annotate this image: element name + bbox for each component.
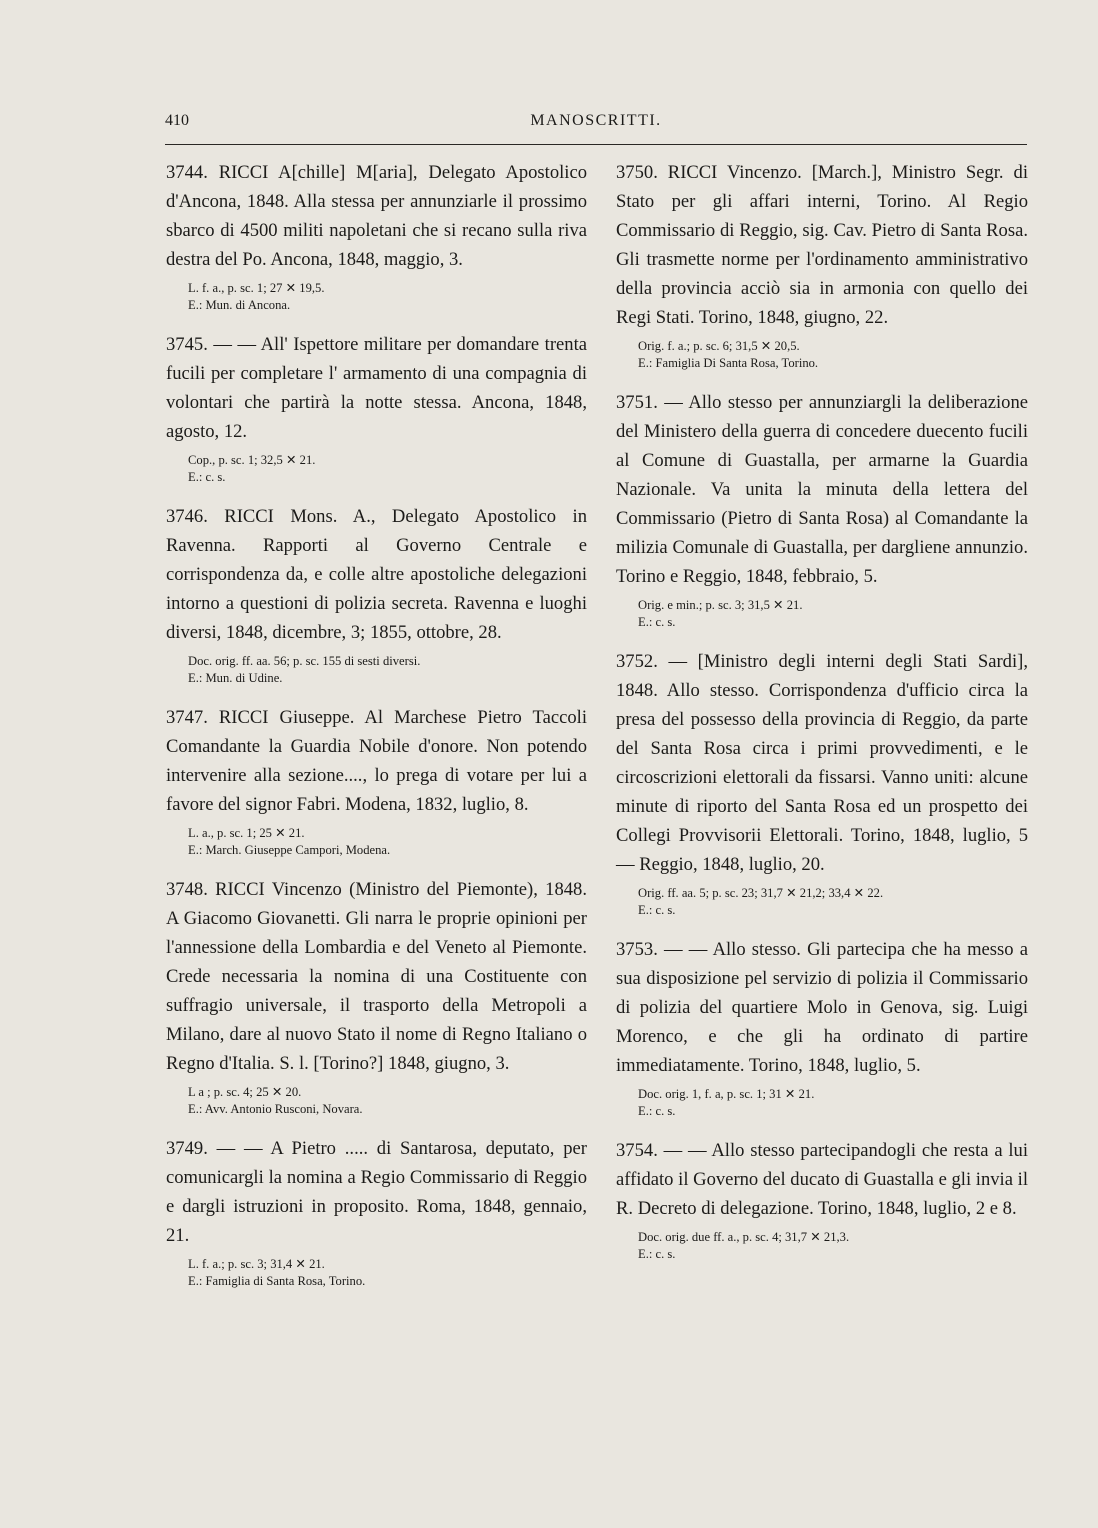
entry-note: E.: Famiglia di Santa Rosa, Torino.: [188, 1274, 366, 1288]
entry-note: E.: Mun. di Ancona.: [188, 298, 291, 312]
entry-text: 3744. RICCI A[chille] M[aria], Delegato Apostolico d'Ancona, 1848. Alla stessa per annunziarle il prossimo sbarco di 4500 militi napoletani che si recano sulla riva destra del Po. Ancona, 1848, maggio, 3.: [166, 162, 587, 270]
entry-notes: [166, 825, 587, 859]
catalog-entry-3749: [166, 1134, 587, 1290]
entry-note: E.: c. s.: [638, 1104, 676, 1118]
catalog-entry-3751: [616, 388, 1028, 631]
catalog-entry-3744: [166, 158, 587, 314]
entry-notes: [616, 597, 1028, 631]
right-column: [616, 158, 1028, 1279]
catalog-entry-3746: [166, 502, 587, 687]
entry-note: Cop., p. sc. 1; 32,5 ✕ 21.: [188, 453, 316, 467]
entry-notes: [166, 280, 587, 314]
entry-text: 3750. RICCI Vincenzo. [March.], Ministro Segr. di Stato per gli affari interni, Torino. Al Regio Commissario di Reggio, sig. Cav. Pietro di Santa Rosa. Gli trasmette norme per l'ordinamento amministrativo della provincia acciò sia in armonia con quello dei Regi Stati. Torino, 1848, giugno, 22.: [616, 162, 1028, 328]
entry-text: 3745. — — All' Ispettore militare per domandare trenta fucili per completare l' armamento di una compagnia di volontari che partirà la notte stessa. Ancona, 1848, agosto, 12.: [166, 334, 587, 442]
catalog-entry-3750: [616, 158, 1028, 372]
entry-note: Doc. orig. ff. aa. 56; p. sc. 155 di sesti diversi.: [188, 654, 421, 668]
entry-notes: [166, 1084, 587, 1118]
catalog-entry-3754: [616, 1136, 1028, 1263]
entry-text: 3748. RICCI Vincenzo (Ministro del Piemonte), 1848. A Giacomo Giovanetti. Gli narra le proprie opinioni per l'annessione della Lombardia e del Veneto al Piemonte. Crede necessaria la nomina di una Costituente con suffragio universale, il trasporto della Metropoli a Milano, dare al nuovo Stato il nome di Regno Italiano o Regno d'Italia. S. l. [Torino?] 1848, giugno, 3.: [166, 879, 587, 1074]
entry-note: E.: Avv. Antonio Rusconi, Novara.: [188, 1102, 363, 1116]
entry-note: E.: c. s.: [638, 903, 676, 917]
entry-note: E.: c. s.: [188, 470, 226, 484]
entry-text: 3752. — [Ministro degli interni degli Stati Sardi], 1848. Allo stesso. Corrispondenza d'ufficio circa la presa del possesso della provincia di Reggio, da parte del Santa Rosa circa i primi provvedimenti, e le circoscrizioni elettorali da fissarsi. Vanno uniti: alcune minute di riporto del Santa Rosa ed un prospetto dei Collegi Provvisorii Elettorali. Torino, 1848, luglio, 5 — Reggio, 1848, luglio, 20.: [616, 651, 1028, 875]
page-number: 410: [165, 112, 189, 129]
entry-text: 3754. — — Allo stesso partecipandogli che resta a lui affidato il Governo del ducato di Guastalla e gli invia il R. Decreto di delegazione. Torino, 1848, luglio, 2 e 8.: [616, 1140, 1028, 1219]
entry-notes: [616, 338, 1028, 372]
entry-note: L a ; p. sc. 4; 25 ✕ 20.: [188, 1085, 302, 1099]
entry-notes: [166, 1256, 587, 1290]
catalog-entry-3752: [616, 647, 1028, 919]
entry-notes: [616, 1229, 1028, 1263]
entry-notes: [166, 452, 587, 486]
catalog-entry-3748: [166, 875, 587, 1118]
entry-note: Doc. orig. 1, f. a, p. sc. 1; 31 ✕ 21.: [638, 1087, 815, 1101]
entry-note: Orig. f. a.; p. sc. 6; 31,5 ✕ 20,5.: [638, 339, 800, 353]
entry-note: E.: c. s.: [638, 1247, 676, 1261]
entry-note: L. f. a., p. sc. 1; 27 ✕ 19,5.: [188, 281, 325, 295]
catalog-entry-3745: [166, 330, 587, 486]
entry-note: E.: Mun. di Udine.: [188, 671, 283, 685]
entry-text: 3751. — Allo stesso per annunziargli la deliberazione del Ministero della guerra di concedere duecento fucili al Comune di Guastalla, per armarne la Guardia Nazionale. Va unita la minuta della lettera del Commissario (Pietro di Santa Rosa) al Comandante la milizia Comunale di Guastalla, per dargliene annunzio. Torino e Reggio, 1848, febbraio, 5.: [616, 392, 1028, 587]
entry-note: E.: March. Giuseppe Campori, Modena.: [188, 843, 391, 857]
catalog-entry-3753: [616, 935, 1028, 1120]
entry-note: Orig. e min.; p. sc. 3; 31,5 ✕ 21.: [638, 598, 803, 612]
entry-note: L. f. a.; p. sc. 3; 31,4 ✕ 21.: [188, 1257, 325, 1271]
page-header: [165, 108, 1027, 145]
entry-note: E.: Famiglia Di Santa Rosa, Torino.: [638, 356, 819, 370]
entry-note: Doc. orig. due ff. a., p. sc. 4; 31,7 ✕ 21,3.: [638, 1230, 850, 1244]
entry-note: E.: c. s.: [638, 615, 676, 629]
entry-note: Orig. ff. aa. 5; p. sc. 23; 31,7 ✕ 21,2; 33,4 ✕ 22.: [638, 886, 884, 900]
entry-notes: [616, 1086, 1028, 1120]
left-column: [166, 158, 587, 1306]
entry-text: 3753. — — Allo stesso. Gli partecipa che ha messo a sua disposizione pel servizio di polizia il Commissario di polizia del quartiere Molo in Genova, sig. Luigi Morenco, e che gli ha ordinato di partire immediatamente. Torino, 1848, luglio, 5.: [616, 939, 1028, 1076]
entry-notes: [616, 885, 1028, 919]
entry-notes: [166, 653, 587, 687]
entry-text: 3749. — — A Pietro ..... di Santarosa, deputato, per comunicargli la nomina a Regio Commissario di Reggio e dargli istruzioni in proposito. Roma, 1848, gennaio, 21.: [166, 1138, 587, 1246]
entry-text: 3747. RICCI Giuseppe. Al Marchese Pietro Taccoli Comandante la Guardia Nobile d'onore. Non potendo intervenire alla sezione...., lo prega di votare per lui a favore del signor Fabri. Modena, 1832, luglio, 8.: [166, 707, 587, 815]
entry-note: L. a., p. sc. 1; 25 ✕ 21.: [188, 826, 305, 840]
catalog-entry-3747: [166, 703, 587, 859]
entry-text: 3746. RICCI Mons. A., Delegato Apostolico in Ravenna. Rapporti al Governo Centrale e corrispondenza da, e colle altre apostoliche delegazioni intorno a questioni di polizia secreta. Ravenna e luoghi diversi, 1848, dicembre, 3; 1855, ottobre, 28.: [166, 506, 587, 643]
running-title: MANOSCRITTI.: [530, 112, 662, 129]
